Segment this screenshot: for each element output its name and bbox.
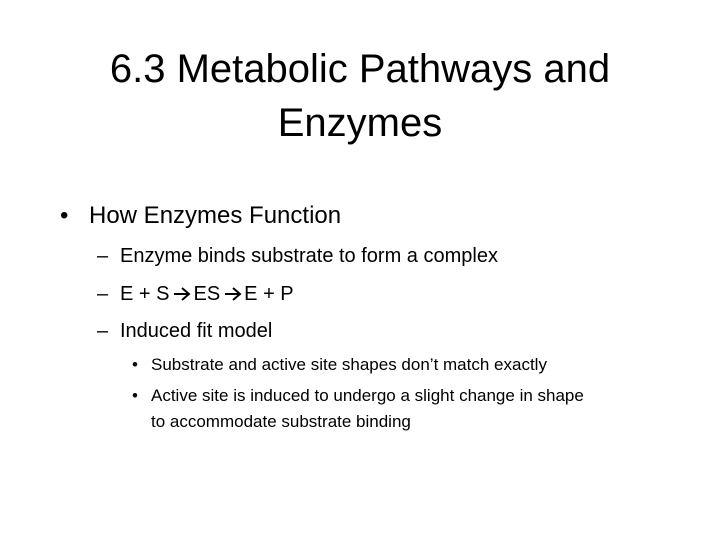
sub-sub-bullet-active-site <box>132 383 584 409</box>
right-arrow-icon <box>224 285 242 308</box>
sub-bullet-text: Enzyme binds substrate to form a complex <box>120 245 498 267</box>
equation-term-reactants: E + S <box>120 283 170 305</box>
title-line-2: Enzymes <box>277 101 443 145</box>
dash-marker: – <box>97 320 109 342</box>
sub-sub-bullet-active-site-continuation <box>151 409 411 435</box>
bullet-marker: • <box>132 355 138 374</box>
sub-bullet-text: Induced fit model <box>120 320 273 342</box>
title-line-1: 6.3 Metabolic Pathways and <box>109 47 611 91</box>
sub-sub-bullet-shapes <box>132 352 547 378</box>
bullet-marker: • <box>132 386 138 405</box>
sub-sub-bullet-text: Substrate and active site shapes don’t match exactly <box>151 355 547 374</box>
dash-marker: – <box>97 283 109 305</box>
right-arrow-icon <box>173 285 191 308</box>
sub-bullet-induced-fit <box>97 320 272 343</box>
equation-term-complex: ES <box>193 283 221 305</box>
sub-sub-bullet-text-line-1: Active site is induced to undergo a slight change in shape <box>151 386 584 405</box>
sub-bullet-equation <box>97 283 294 308</box>
bullet-how-enzymes-function <box>60 202 341 230</box>
dash-marker: – <box>97 245 109 267</box>
bullet-marker: • <box>60 202 69 229</box>
sub-sub-bullet-text-line-2: to accommodate substrate binding <box>151 412 411 431</box>
bullet-text: How Enzymes Function <box>89 202 342 229</box>
equation-term-products: E + P <box>244 283 294 305</box>
sub-bullet-complex <box>97 245 498 268</box>
